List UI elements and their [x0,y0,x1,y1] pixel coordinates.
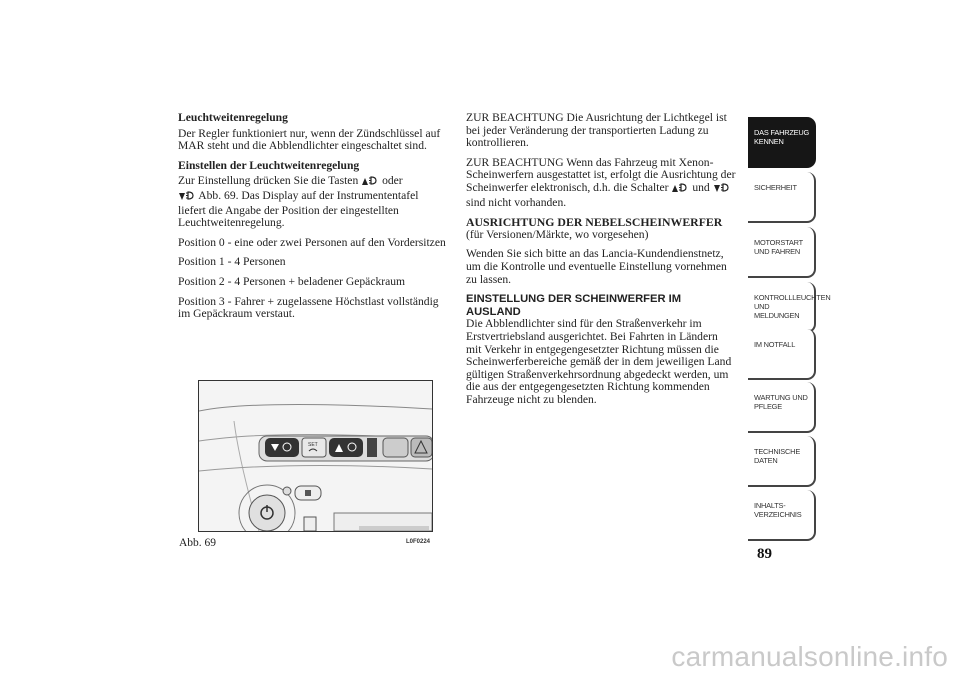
paragraph-intro: Der Regler funktioniert nur, wenn der Zündschlüssel auf MAR steht und die Abblendlichter eingeschaltet sind. [178,126,441,153]
headlamp-down-icon [713,182,731,197]
headlamp-up-icon [671,182,689,197]
page-number: 89 [757,546,772,562]
tab-chapter-6[interactable]: WARTUNG UND PFLEGE [748,382,816,433]
left-column [178,112,448,328]
tab-chapter-5[interactable]: IM NOTFALL [748,329,816,380]
heading-einstellen: Einstellen der Leuchtweitenregelung [178,158,360,172]
heading-ausland: EINSTELLUNG DER SCHEINWERFER IM AUSLAND [466,293,682,318]
paragraph-einstellung [178,175,448,229]
svg-text:SET: SET [308,442,318,448]
tab-chapter-3[interactable]: MOTORSTART UND FAHREN [748,227,816,278]
position-0: Position 0 - eine oder zwei Personen auf den Vordersitzen [178,235,446,249]
tab-chapter-4[interactable]: KONTROLLLEUCHTEN UND MELDUNGEN [748,282,816,333]
figure-code: L0F0224 [406,539,431,545]
position-3: Position 3 - Fahrer + zugelassene Höchstlast vollständig im Gepäckraum verstaut. [178,294,439,321]
figure-dashboard-controls [198,380,433,532]
text-segment: und [692,180,710,194]
heading-nebelscheinwerfer-sub: (für Versionen/Märkte, wo vorgesehen) [466,227,649,241]
figure-caption: Abb. 69 [179,537,217,549]
text-segment: Zur Einstellung drücken Sie die Tasten [178,174,359,188]
text-segment: Abb. 69. Das Display auf der Instrumententafel liefert die Angabe der Position der eingestellten Leuchtweitenregelung. [178,188,419,230]
position-1: Position 1 - 4 Personen [178,255,286,269]
heading-nebelscheinwerfer: AUSRICHTUNG DER NEBELSCHEINWERFER [466,215,723,230]
paragraph-ausland: Die Abblendlichter sind für den Straßenverkehr im Erstvertriebsland ausgerichtet. Bei Fahrten in Ländern mit Verkehr in entgegengesetzter Richtung müssen die Scheinwerferbereiche gemäß der in dem jeweiligen Land gültigen Straßenverkehrsordnung abgedeckt werden, um die aus der entgegengesetzten Richtung kommenden Fahrzeuge nicht zu blenden. [466,317,732,406]
headlamp-up-icon [361,175,379,190]
headlamp-down-icon [178,190,196,205]
position-2: Position 2 - 4 Personen + beladener Gepäckraum [178,274,406,288]
note-xenon [466,157,736,209]
note-ladung: ZUR BEACHTUNG Die Ausrichtung der Lichtkegel ist bei jeder Veränderung der transportierten Ladung zu kontrollieren. [466,111,727,150]
tab-chapter-7[interactable]: TECHNISCHE DATEN [748,436,816,487]
heading-leuchtweitenregelung: Leuchtweitenregelung [178,111,288,124]
paragraph-kundendienst: Wenden Sie sich bitte an das Lancia-Kundendienstnetz, um die Kontrolle und eventuelle Einstellung vornehmen zu lassen. [466,247,727,286]
right-column [466,112,736,413]
dashboard-illustration [199,381,432,531]
tab-chapter-1[interactable]: DAS FAHRZEUG KENNEN [748,117,816,168]
tab-chapter-2[interactable]: SICHERHEIT [748,172,816,223]
watermark: carmanualsonline.info [671,641,948,672]
text-segment: ZUR BEACHTUNG Wenn das Fahrzeug mit Xenon-Scheinwerfern ausgestattet ist, erfolgt die Ausrichtung der Scheinwerfer elektronisch, d.h. die Schalter [466,155,736,194]
tab-chapter-8[interactable]: INHALTS-VERZEICHNIS [748,490,816,541]
text-segment: oder [382,174,403,188]
text-segment: sind nicht vorhanden. [466,195,567,209]
